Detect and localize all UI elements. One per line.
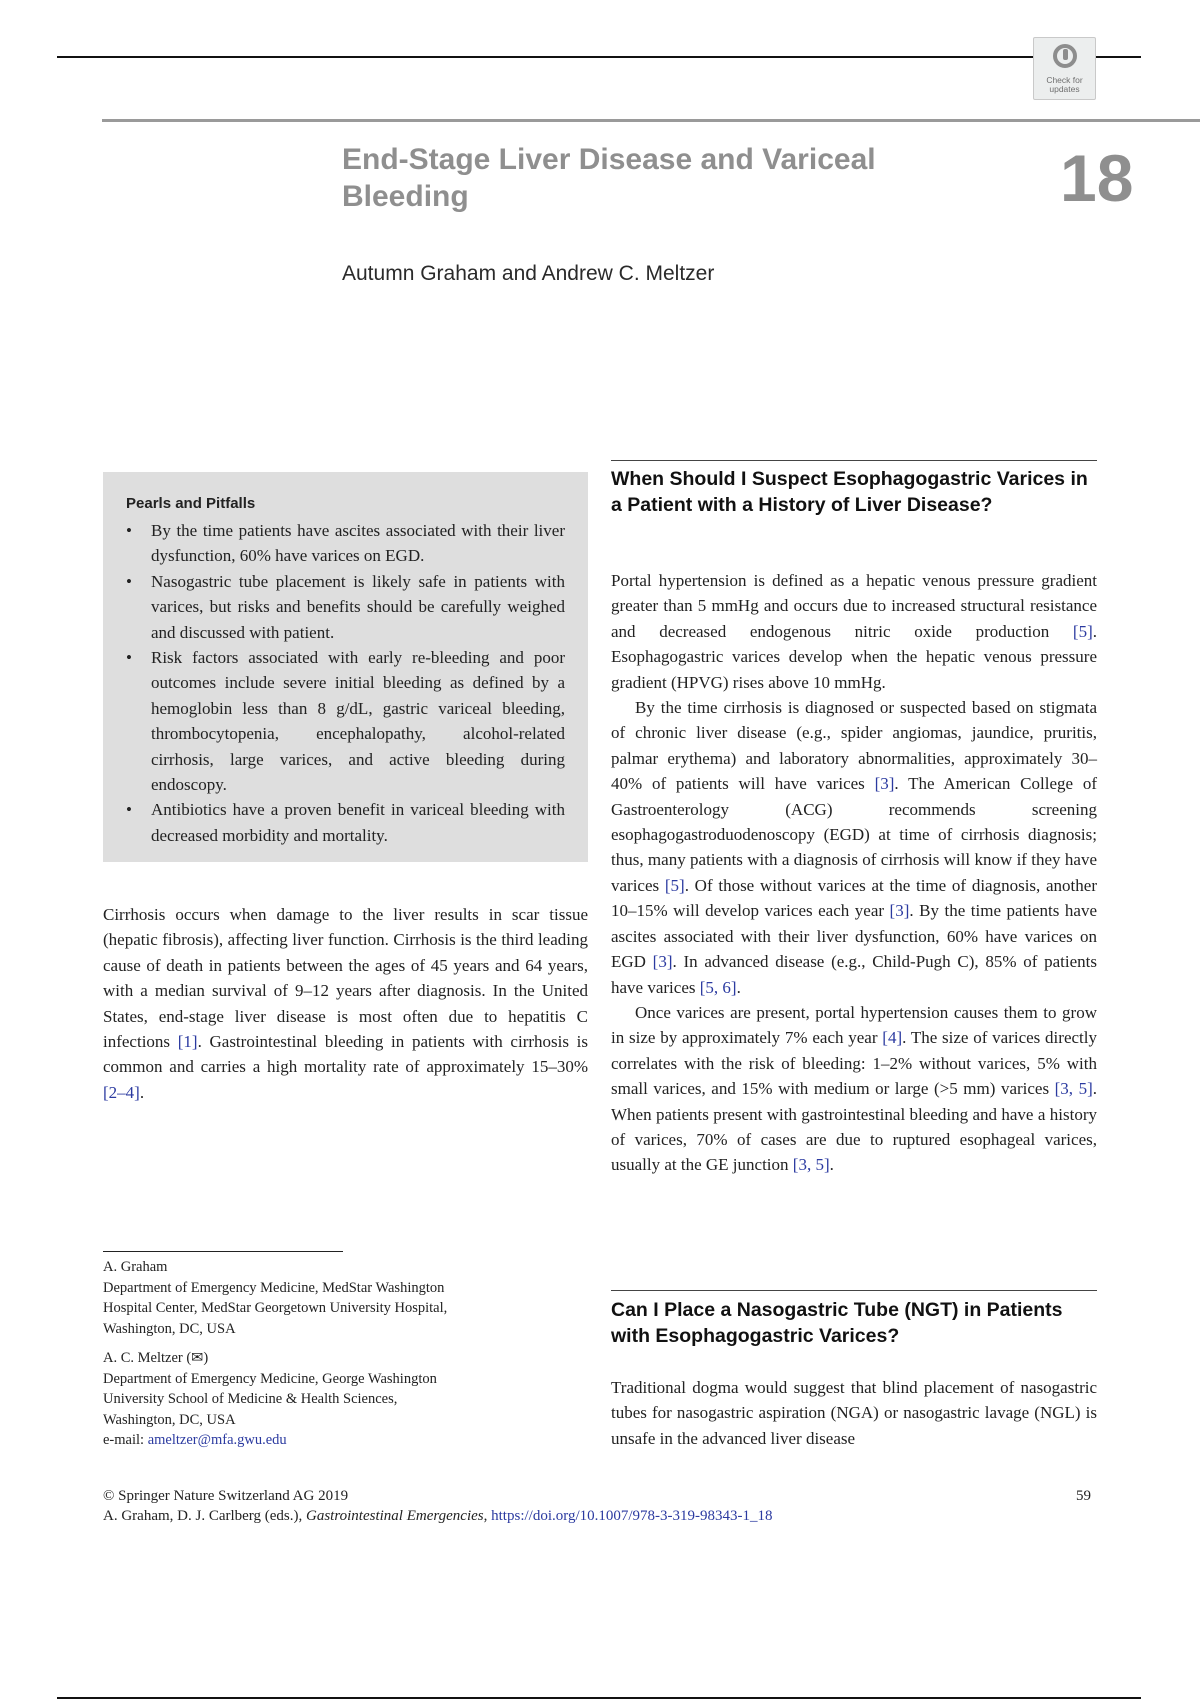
citation-link[interactable]: [3] <box>652 952 673 972</box>
check-for-updates-label: Check for updates <box>1046 75 1083 94</box>
affiliation-name: A. Graham <box>103 1259 168 1275</box>
section-heading: When Should I Suspect Esophagogastric Varices in a Patient with a History of Liver Disease? <box>611 468 1088 516</box>
check-for-updates-badge[interactable] <box>1033 37 1096 100</box>
citation-link[interactable]: [2–4] <box>103 1082 140 1102</box>
paragraph: Traditional dogma would suggest that blind placement of nasogastric tubes for nasogastric aspiration (NGA) or nasogastric lavage (NGL) is unsafe in the advanced liver disease <box>611 1378 1097 1448</box>
copyright: © Springer Nature Switzerland AG 2019 <box>103 1488 349 1504</box>
citation-link[interactable]: [4] <box>882 1028 903 1048</box>
citation-link[interactable]: [5, 6] <box>699 977 737 997</box>
pearls-heading: Pearls and Pitfalls <box>126 495 256 512</box>
pearls-and-pitfalls-box <box>103 472 588 862</box>
bullet-icon: • <box>126 571 132 591</box>
chapter-title: End-Stage Liver Disease and Variceal Bleeding <box>342 143 876 213</box>
citation-link[interactable]: [1] <box>177 1032 198 1052</box>
pearl-item: • By the time patients have ascites associated with their liver dysfunction, 60% have varices on EGD. <box>126 518 565 569</box>
book-citation: A. Graham, D. J. Carlberg (eds.), Gastrointestinal Emergencies, https://doi.org/10.1007/978-3-319-98343-1_18 <box>103 1508 773 1524</box>
affiliation-meltzer: A. C. Meltzer (✉) Department of Emergency Medicine, George Washington University School of Medicine & Health Sciences, Washington, DC, USA e-mail: ameltzer@mfa.gwu.edu <box>103 1348 553 1451</box>
citation-link[interactable]: [5] <box>1072 621 1093 641</box>
citation-link[interactable]: [5] <box>664 875 685 895</box>
section-rule <box>611 1290 1097 1291</box>
chapter-authors: Autumn Graham and Andrew C. Meltzer <box>342 262 715 285</box>
bottom-rule <box>57 1697 1141 1699</box>
update-icon <box>1053 44 1077 68</box>
chapter-number: 18 <box>1060 141 1134 215</box>
affiliation-graham: A. Graham Department of Emergency Medicine, MedStar Washington Hospital Center, MedStar Georgetown University Hospital, Washington, DC, USA <box>103 1257 553 1339</box>
bullet-icon: • <box>126 648 132 668</box>
footnote-rule <box>103 1251 343 1252</box>
paragraph: By the time cirrhosis is diagnosed or suspected based on stigmata of chronic liver disease (e.g., spider angiomas, jaundice, pruritis, palmar erythema) and laboratory abnormalities, approximately 30–40% of patients will have varices [3]. The American College of Gastroenterology (ACG) recommends screening esophagogastroduodenoscopy (EGD) at time of cirrhosis diagnosis; thus, many patients with a diagnosis of cirrhosis will know if they have varices [5]. Of those without varices at the time of diagnosis, another 10–15% will develop varices each year [3]. By the time patients have ascites associated with their liver dysfunction, 60% have varices on EGD [3]. In advanced disease (e.g., Child-Pugh C), 85% of patients have varices [5, 6]. <box>611 698 1098 997</box>
pearl-item: • Nasogastric tube placement is likely safe in patients with varices, but risks and benefits should be carefully weighed and discussed with patient. <box>126 569 565 645</box>
citation-link[interactable]: [3] <box>874 774 895 794</box>
email-link[interactable]: ameltzer@mfa.gwu.edu <box>147 1432 287 1448</box>
intro-paragraph: Cirrhosis occurs when damage to the liver results in scar tissue (hepatic fibrosis), affecting liver function. Cirrhosis is the third leading cause of death in patients between the ages of 45 years and 64 years, with a median survival of 9–12 years after diagnosis. In the United States, end-stage liver disease is most often due to hepatitis C infections [1]. Gastrointestinal bleeding in patients with cirrhosis is common and carries a high mortality rate of approximately 15–30% [2–4]. <box>103 905 588 1102</box>
paragraph: Portal hypertension is defined as a hepatic venous pressure gradient greater than 5 mmHg and occurs due to increased structural resistance and decreased endogenous nitric oxide production [5]. Esophagogastric varices develop when the hepatic venous pressure gradient (HPVG) rises above 10 mmHg. <box>611 571 1097 692</box>
page-number: 59 <box>1076 1488 1091 1504</box>
pearls-list <box>126 518 565 848</box>
top-rule <box>57 56 1141 58</box>
citation-link[interactable]: [3, 5] <box>1054 1079 1093 1099</box>
citation-link[interactable]: [3, 5] <box>792 1155 830 1175</box>
section-heading: Can I Place a Nasogastric Tube (NGT) in Patients with Esophagogastric Varices? <box>611 1299 1063 1347</box>
section2-body <box>611 1375 1097 1451</box>
citation-link[interactable]: [3] <box>889 901 910 921</box>
bullet-icon: • <box>126 521 132 540</box>
doi-link[interactable]: https://doi.org/10.1007/978-3-319-98343-1_18 <box>491 1508 773 1524</box>
affiliation-name: A. C. Meltzer (✉) <box>103 1350 209 1366</box>
section1-body <box>611 568 1097 1178</box>
section-rule <box>611 460 1097 461</box>
chapter-rule <box>102 119 1200 122</box>
book-title: Gastrointestinal Emergencies <box>306 1508 484 1524</box>
bullet-icon: • <box>126 800 132 820</box>
paragraph: Once varices are present, portal hypertension causes them to grow in size by approximately 7% each year [4]. The size of varices directly correlates with the risk of bleeding: 1–2% without varices, 5% with small varices, and 15% with medium or large (>5 mm) varices [3, 5]. When patients present with gastrointestinal bleeding and have a history of varices, 70% of cases are due to ruptured esophageal varices, usually at the GE junction [3, 5]. <box>611 1002 1098 1175</box>
pearl-item: • Antibiotics have a proven benefit in variceal bleeding with decreased morbidity and mortality. <box>126 797 565 848</box>
pearl-item: • Risk factors associated with early re-bleeding and poor outcomes include severe initial bleeding as defined by a hemoglobin less than 8 g/dL, gastric variceal bleeding, thrombocytopenia, encephalopathy, alcohol-related cirrhosis, large varices, and active bleeding during endoscopy. <box>126 645 565 797</box>
